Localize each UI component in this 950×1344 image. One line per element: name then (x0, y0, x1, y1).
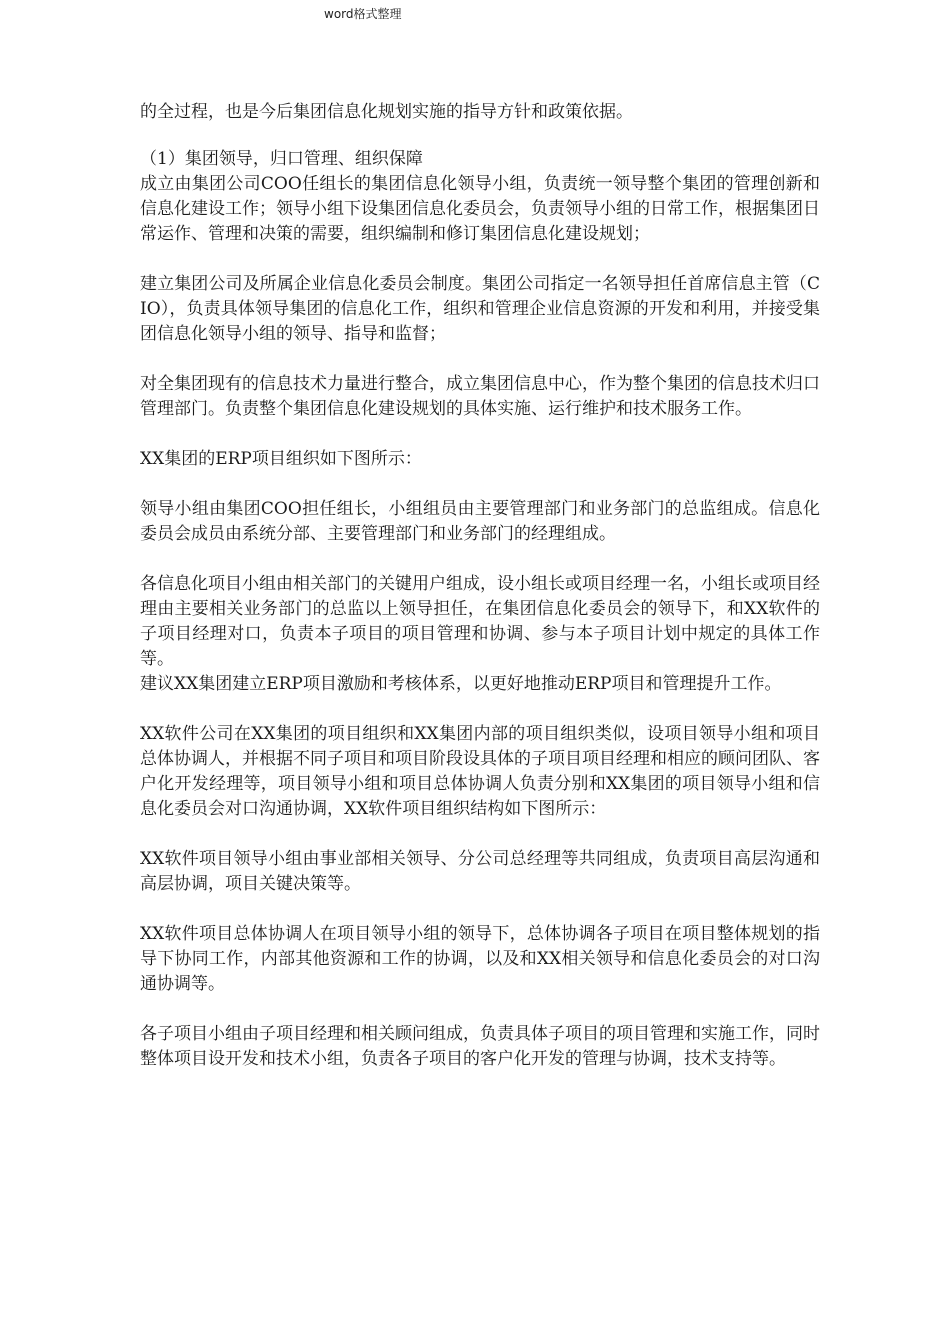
paragraph-info-center: 对全集团现有的信息技术力量进行整合，成立集团信息中心，作为整个集团的信息技术归口管理部门。负责整个集团信息化建设规划的具体实施、运行维护和技术服务工作。 (140, 374, 820, 419)
paragraph-erp-org: XX集团的ERP项目组织如下图所示： (140, 449, 422, 469)
paragraph-subproject-teams: 各子项目小组由子项目经理和相关顾问组成，负责具体子项目的项目管理和实施工作，同时整体项目设开发和技术小组，负责各子项目的客户化开发的管理与协调，技术支持等。 (140, 1024, 820, 1069)
paragraph-project-teams: 各信息化项目小组由相关部门的关键用户组成，设小组长或项目经理一名，小组长或项目经理由主要相关业务部门的总监以上领导担任，在集团信息化委员会的领导下，和XX软件的子项目经理对口，负责本子项目的项目管理和协调、参与本子项目计划中规定的具体工作等。 (140, 574, 820, 669)
paragraph-vendor-coordinator: XX软件项目总体协调人在项目领导小组的领导下，总体协调各子项目在项目整体规划的指导下协同工作，内部其他资源和工作的协调，以及和XX相关领导和信息化委员会的对口沟通协调等。 (140, 924, 820, 994)
page-header: word格式整理 (324, 7, 402, 21)
paragraph-vendor-leadership: XX软件项目领导小组由事业部相关领导、分公司总经理等共同组成，负责项目高层沟通和高层协调，项目关键决策等。 (140, 849, 820, 894)
paragraph-leadership-members: 领导小组由集团COO担任组长，小组组员由主要管理部门和业务部门的总监组成。信息化委员会成员由系统分部、主要管理部门和业务部门的经理组成。 (140, 499, 820, 544)
paragraph-incentive: 建议XX集团建立ERP项目激励和考核体系，以更好地推动ERP项目和管理提升工作。 (140, 674, 782, 694)
document-body (140, 100, 820, 1072)
paragraph-cio-system: 建立集团公司及所属企业信息化委员会制度。集团公司指定一名领导担任首席信息主管（CIO），负责具体领导集团的信息化工作，组织和管理企业信息资源的开发和利用，并接受集团信息化领导小组的领导、指导和监督； (140, 274, 820, 344)
paragraph-leadership-group: 成立由集团公司COO任组长的集团信息化领导小组，负责统一领导整个集团的管理创新和信息化建设工作；领导小组下设集团信息化委员会，负责领导小组的日常工作，根据集团日常运作、管理和决策的需要，组织编制和修订集团信息化建设规划； (140, 174, 820, 244)
section-heading: （1）集团领导，归口管理、组织保障 (140, 149, 423, 169)
paragraph-intro: 的全过程，也是今后集团信息化规划实施的指导方针和政策依据。 (140, 102, 633, 122)
paragraph-vendor-org: XX软件公司在XX集团的项目组织和XX集团内部的项目组织类似，设项目领导小组和项目总体协调人，并根据不同子项目和项目阶段设具体的子项目项目经理和相应的顾问团队、客户化开发经理等，项目领导小组和项目总体协调人负责分别和XX集团的项目领导小组和信息化委员会对口沟通协调，XX软件项目组织结构如下图所示： (140, 724, 820, 819)
